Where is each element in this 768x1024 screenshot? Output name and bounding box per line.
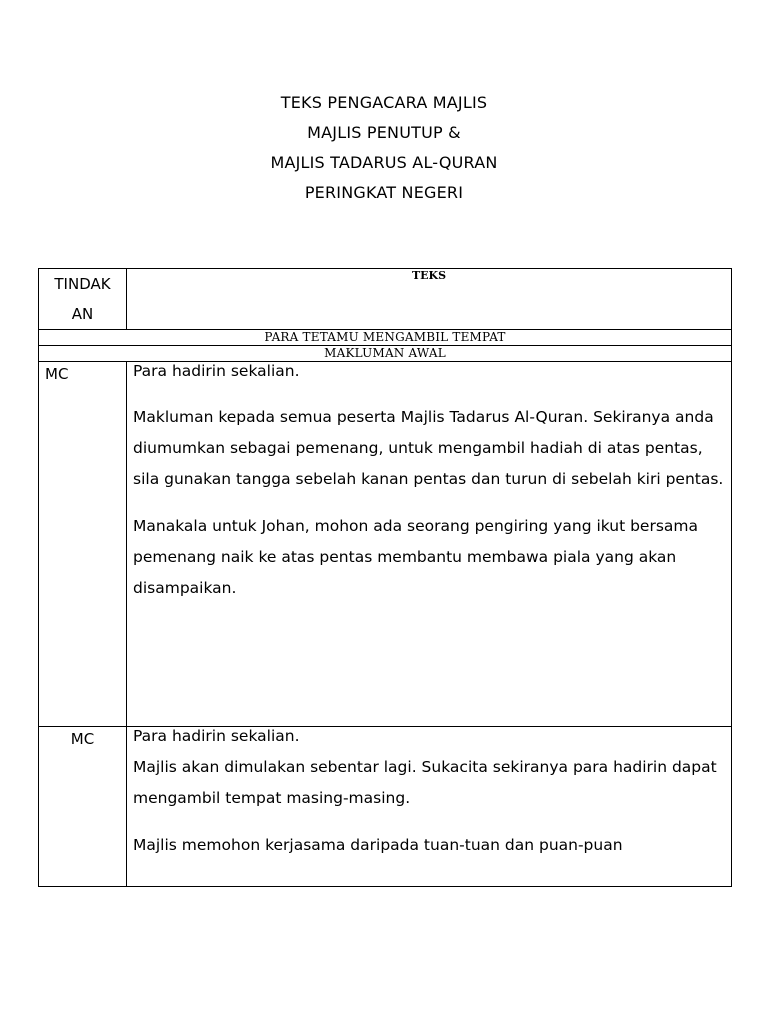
text-cell [127, 727, 732, 887]
paragraph: Majlis memohon kerjasama daripada tuan-tuan dan puan-puan [133, 836, 623, 854]
paragraph-spacer [133, 387, 727, 402]
title-line: MAJLIS PENUTUP & [307, 123, 461, 142]
title-line: MAJLIS TADARUS AL-QURAN [270, 153, 498, 172]
paragraph: Para hadirin sekalian. [133, 362, 300, 380]
paragraph: Makluman kepada semua peserta Majlis Tadarus Al-Quran. Sekiranya anda diumumkan sebagai pemenang, untuk mengambil hadiah di atas pentas, sila gunakan tangga sebelah kanan pentas dan turun di sebelah kiri pentas. [133, 408, 724, 488]
band-guests-seated: PARA TETAMU MENGAMBIL TEMPAT [39, 330, 732, 346]
paragraph-spacer [133, 495, 727, 511]
header-action-line: AN [71, 305, 94, 323]
emcee-script-table [38, 268, 732, 887]
paragraph: Majlis akan dimulakan sebentar lagi. Sukacita sekiranya para hadirin dapat [133, 758, 717, 776]
paragraph: mengambil tempat masing-masing. [133, 789, 411, 807]
table-header-row [39, 269, 732, 330]
title-line: PERINGKAT NEGERI [304, 183, 464, 202]
band-row [39, 330, 732, 346]
title-line: TEKS PENGACARA MAJLIS [280, 93, 488, 112]
header-action-line: TINDAK [54, 275, 111, 293]
header-text-cell: TEKS [127, 269, 732, 330]
action-cell: MC [39, 362, 127, 727]
band-early-notice: MAKLUMAN AWAL [39, 346, 732, 362]
paragraph-spacer [133, 814, 727, 830]
document-title [0, 88, 768, 208]
table-row [39, 727, 732, 887]
paragraph: Manakala untuk Johan, mohon ada seorang pengiring yang ikut bersama pemenang naik ke atas pentas membantu membawa piala yang akan disampaikan. [133, 517, 699, 597]
header-action-cell [39, 269, 127, 330]
table-row [39, 362, 732, 727]
text-cell [127, 362, 732, 727]
paragraph: Para hadirin sekalian. [133, 727, 300, 745]
action-cell: MC [39, 727, 127, 887]
